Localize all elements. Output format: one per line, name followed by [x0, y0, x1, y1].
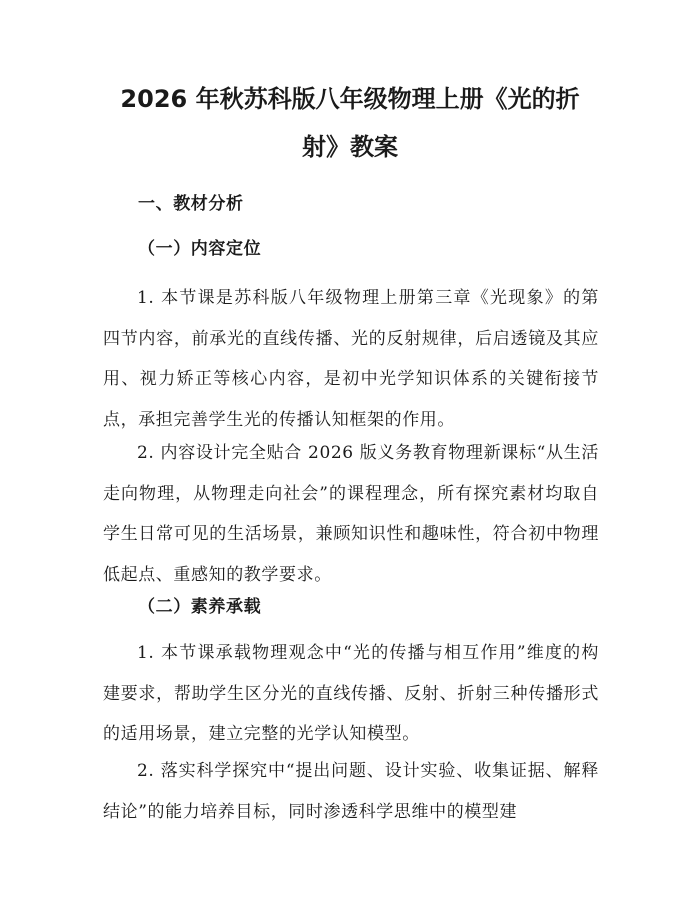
subsection-heading-content-positioning: （一）内容定位	[138, 239, 262, 259]
paragraph-literacy-bearing-2: 2. 落实科学探究中“提出问题、设计实验、收集证据、解释结论”的能力培养目标，同时渗透科学思维中的模型建	[103, 761, 599, 822]
paragraph-content-positioning-1: 1. 本节课是苏科版八年级物理上册第三章《光现象》的第四节内容，前承光的直线传播、光的反射规律，后启透镜及其应用、视力矫正等核心内容，是初中光学知识体系的关键衔接节点，承担完善学生光的传播认知框架的作用。	[103, 288, 599, 430]
document-title-line-1: 2026 年秋苏科版八年级物理上册《光的折	[120, 85, 580, 113]
section-heading-teaching-material-analysis: 一、教材分析	[138, 194, 244, 214]
paragraph-content-positioning-2: 2. 内容设计完全贴合 2026 版义务教育物理新课标“从生活走向物理，从物理走向社会”的课程理念，所有探究素材均取自学生日常可见的生活场景，兼顾知识性和趣味性，符合初中物理低起点、重感知的教学要求。	[103, 443, 599, 585]
subsection-heading-literacy-bearing: （二）素养承载	[138, 597, 262, 617]
paragraph-literacy-bearing-1: 1. 本节课承载物理观念中“光的传播与相互作用”维度的构建要求，帮助学生区分光的直线传播、反射、折射三种传播形式的适用场景，建立完整的光学认知模型。	[103, 643, 599, 744]
document-title-line-2: 射》教案	[302, 133, 398, 161]
